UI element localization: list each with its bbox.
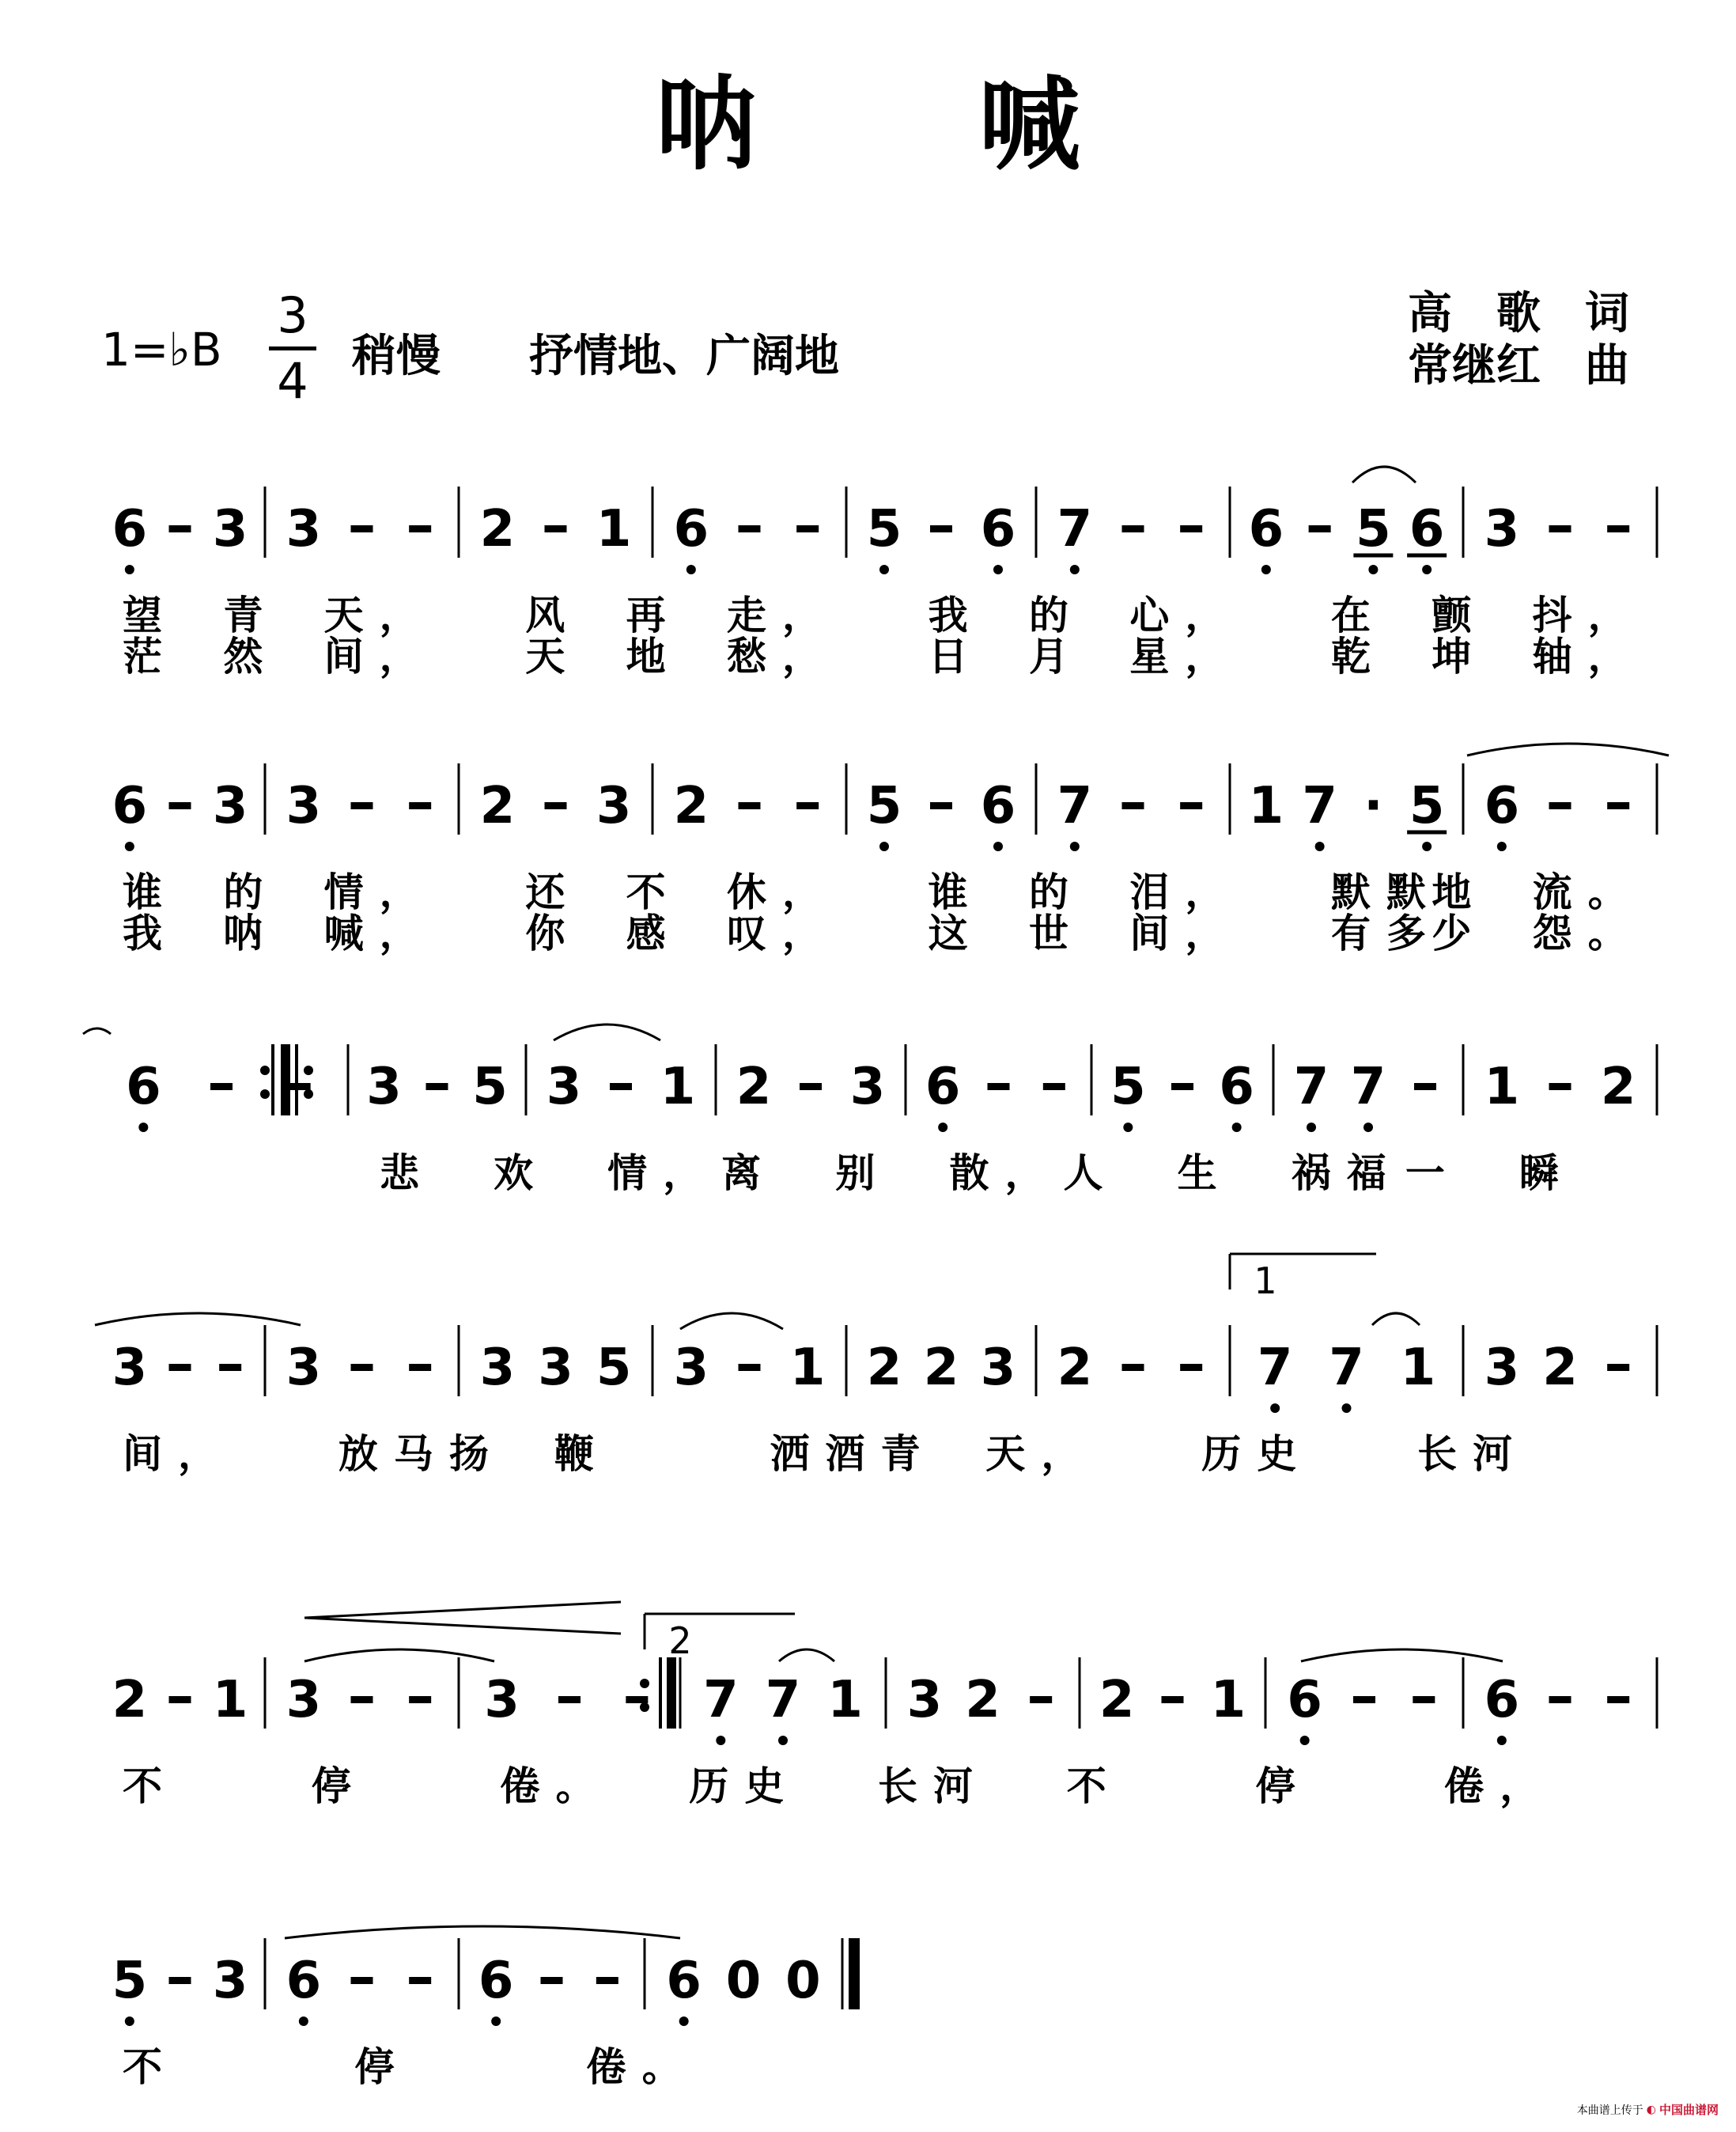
dash-sustain xyxy=(1122,1364,1144,1371)
lyric-syllable: 颤 xyxy=(1432,592,1488,638)
dash-sustain xyxy=(930,802,952,809)
lyric-syllable: 的 xyxy=(223,869,279,915)
dash-sustain xyxy=(409,525,431,532)
lyric-syllable: 泪， xyxy=(1129,869,1241,915)
note-3: 3 xyxy=(286,1339,322,1397)
lyric-syllable: 星， xyxy=(1129,633,1241,680)
slur xyxy=(680,1313,783,1329)
dash-sustain xyxy=(409,1364,431,1371)
dash-sustain xyxy=(1030,1696,1052,1703)
lyric-syllable: 走， xyxy=(727,592,838,638)
tempo-marking: 稍慢 抒情地、广阔地 xyxy=(352,330,839,382)
footer-watermark xyxy=(1577,2101,1719,2118)
lower-octave-dot xyxy=(993,842,1003,851)
note-1: 1 xyxy=(660,1058,696,1116)
note-7: 7 xyxy=(1329,1339,1364,1397)
note-2: 2 xyxy=(866,1339,902,1397)
note-6: 6 xyxy=(1219,1058,1254,1116)
lyric-syllable: 倦。 xyxy=(500,1763,611,1809)
note-2: 2 xyxy=(923,1339,959,1397)
lyric-syllable: 青 xyxy=(223,592,279,638)
lyric-syllable: 谁 xyxy=(928,869,984,915)
dash-sustain xyxy=(409,1696,431,1703)
dash-sustain xyxy=(545,802,567,809)
lower-octave-dot xyxy=(938,1123,947,1132)
dash-sustain xyxy=(169,525,191,532)
note-6: 6 xyxy=(925,1058,961,1116)
note-0: 0 xyxy=(785,1952,821,2010)
note-7: 7 xyxy=(703,1671,739,1729)
note-3: 3 xyxy=(484,1671,520,1729)
lower-octave-dot xyxy=(1261,565,1271,574)
footer-site: 中国曲谱网 xyxy=(1658,2103,1719,2117)
lyric-syllable: 停 xyxy=(311,1763,367,1809)
hairpin-line xyxy=(304,1602,621,1618)
dash-sustain xyxy=(558,1696,581,1703)
note-3: 3 xyxy=(212,1952,248,2010)
key-signature: 1=♭B xyxy=(101,323,222,377)
lyric-syllable: 欢 xyxy=(494,1149,550,1196)
note-2: 2 xyxy=(1600,1058,1636,1116)
lyric-syllable: 长河 xyxy=(1417,1430,1529,1477)
lower-octave-dot xyxy=(686,565,696,574)
dash-sustain xyxy=(1122,802,1144,809)
note-5: 5 xyxy=(1356,500,1391,559)
dash-sustain xyxy=(1162,1696,1184,1703)
lyric-syllable: 你 xyxy=(525,910,581,956)
lyric-syllable: 情， xyxy=(323,869,435,915)
lyric-syllable: 历史 xyxy=(1201,1430,1313,1477)
lyric-syllable: 茫 xyxy=(123,633,178,680)
dash-sustain xyxy=(988,1083,1010,1090)
lyric-syllable: 情， xyxy=(607,1149,719,1196)
note-1: 1 xyxy=(1400,1339,1436,1397)
dash-sustain xyxy=(1549,525,1571,532)
note-6: 6 xyxy=(980,500,1016,559)
lyric-syllable: 休， xyxy=(727,869,838,915)
repeat-dot xyxy=(260,1089,270,1099)
lyric-syllable: 再 xyxy=(626,592,682,638)
note-1: 1 xyxy=(1484,1058,1520,1116)
dash-sustain xyxy=(626,1696,648,1703)
lyric-syllable: 抖， xyxy=(1532,592,1643,638)
note-1: 1 xyxy=(1210,1671,1246,1729)
dash-sustain xyxy=(1122,525,1144,532)
dash-sustain xyxy=(1607,1696,1629,1703)
dash-sustain xyxy=(1413,1696,1435,1703)
lyric-syllable: 放马扬 xyxy=(338,1430,505,1477)
lyric-syllable: 有多 xyxy=(1331,910,1442,956)
note-6: 6 xyxy=(112,777,148,835)
note-3: 3 xyxy=(1484,1339,1520,1397)
note-6: 6 xyxy=(666,1952,702,2010)
note-1: 1 xyxy=(212,1671,248,1729)
dash-sustain xyxy=(1180,1364,1202,1371)
note-6: 6 xyxy=(673,500,709,559)
note-2: 2 xyxy=(1542,1339,1578,1397)
note-6: 6 xyxy=(1409,500,1445,559)
lower-octave-dot xyxy=(879,565,889,574)
dash-sustain xyxy=(1607,802,1629,809)
note-3: 3 xyxy=(479,1339,516,1397)
slur xyxy=(1372,1313,1420,1325)
tie xyxy=(1301,1649,1503,1661)
lyric-syllable: 长河 xyxy=(878,1763,989,1809)
note-3: 3 xyxy=(673,1339,709,1397)
note-7: 7 xyxy=(1293,1058,1329,1116)
lower-octave-dot xyxy=(491,2017,501,2026)
repeat-barline-thick xyxy=(667,1657,676,1729)
lyric-syllable: 这 xyxy=(928,910,984,956)
note-0: 0 xyxy=(725,1952,762,2010)
dash-sustain xyxy=(1180,525,1202,532)
dash-sustain xyxy=(796,525,819,532)
lyric-syllable: 呐 xyxy=(223,910,279,956)
lyric-syllable: 鞭 xyxy=(554,1430,610,1477)
lyric-syllable: 喊， xyxy=(323,910,435,956)
lyric-syllable: 世 xyxy=(1029,910,1084,956)
lower-octave-dot xyxy=(993,565,1003,574)
lyric-syllable: 天 xyxy=(525,633,581,680)
dash-sustain xyxy=(1607,1364,1629,1371)
lyric-syllable: 地 xyxy=(626,633,682,680)
note-3: 3 xyxy=(546,1058,582,1116)
lyric-syllable: 望 xyxy=(123,592,178,638)
note-2: 2 xyxy=(479,500,516,559)
slur xyxy=(1352,467,1416,483)
dash-sustain xyxy=(169,1977,191,1984)
repeat-barline-thick xyxy=(281,1044,290,1115)
footer-text: 本曲谱上传于 xyxy=(1576,2104,1643,2117)
note-3: 3 xyxy=(596,777,632,835)
lyric-syllable: 月 xyxy=(1029,633,1084,680)
lyric-syllable: 默默 xyxy=(1331,869,1442,915)
lyric-syllable: 倦。 xyxy=(586,2043,698,2090)
note-1: 1 xyxy=(1248,777,1284,835)
note-5: 5 xyxy=(866,777,902,835)
lower-octave-dot xyxy=(138,1123,148,1132)
lyric-syllable: 不 xyxy=(123,1763,178,1809)
note-6: 6 xyxy=(126,1058,161,1116)
dash-sustain xyxy=(796,802,819,809)
hairpin-line xyxy=(304,1618,621,1634)
note-5: 5 xyxy=(866,500,902,559)
dot-extension: · xyxy=(1363,777,1383,835)
lyric-syllable: 轴， xyxy=(1532,633,1643,680)
lyric-syllable: 乾 xyxy=(1331,633,1386,680)
note-6: 6 xyxy=(286,1952,322,2010)
dash-sustain xyxy=(739,1364,761,1371)
volta-number: 1 xyxy=(1254,1259,1277,1302)
note-5: 5 xyxy=(596,1339,632,1397)
note-3: 3 xyxy=(1484,500,1520,559)
lyric-syllable: 还 xyxy=(525,869,581,915)
lyric-syllable: 我 xyxy=(928,592,984,638)
note-2: 2 xyxy=(673,777,709,835)
lyric-syllable: 然 xyxy=(223,633,279,680)
lyric-syllable: 坤 xyxy=(1432,633,1488,680)
note-6: 6 xyxy=(980,777,1016,835)
lyric-syllable: 间， xyxy=(1129,910,1241,956)
note-5: 5 xyxy=(112,1952,148,2010)
note-3: 3 xyxy=(538,1339,573,1397)
note-6: 6 xyxy=(1287,1671,1322,1729)
dash-sustain xyxy=(930,525,952,532)
lyric-syllable: 谁 xyxy=(123,869,178,915)
note-6: 6 xyxy=(478,1952,514,2010)
lower-octave-dot xyxy=(716,1736,725,1745)
note-3: 3 xyxy=(906,1671,943,1729)
lyric-syllable: 怨。 xyxy=(1532,910,1643,956)
dash-sustain xyxy=(1549,802,1571,809)
lower-octave-dot xyxy=(1070,565,1080,574)
note-3: 3 xyxy=(212,777,248,835)
dash-sustain xyxy=(1549,1696,1571,1703)
dash-sustain xyxy=(1353,1696,1375,1703)
dash-sustain xyxy=(1309,525,1331,532)
note-1: 1 xyxy=(789,1339,826,1397)
note-2: 2 xyxy=(1099,1671,1135,1729)
dash-sustain xyxy=(739,525,761,532)
slur xyxy=(554,1024,660,1040)
note-5: 5 xyxy=(1110,1058,1146,1116)
lower-octave-dot xyxy=(1342,1403,1352,1413)
repeat-dot xyxy=(304,1066,313,1075)
slur xyxy=(779,1649,834,1661)
note-3: 3 xyxy=(286,1671,322,1729)
lyric-syllable: 离 xyxy=(721,1149,777,1196)
lyric-syllable: 历史 xyxy=(689,1763,800,1809)
lower-octave-dot xyxy=(1307,1123,1316,1132)
lower-octave-dot xyxy=(778,1736,788,1745)
dash-sustain xyxy=(610,1083,632,1090)
lyric-syllable: 洒酒青 xyxy=(770,1430,936,1477)
note-7: 7 xyxy=(1350,1058,1386,1116)
dash-sustain xyxy=(351,1696,373,1703)
lower-octave-dot xyxy=(1315,842,1325,851)
dash-sustain xyxy=(426,1083,448,1090)
lyric-syllable: 的 xyxy=(1029,869,1084,915)
lower-octave-dot xyxy=(125,842,134,851)
dash-sustain xyxy=(541,1977,563,1984)
note-3: 3 xyxy=(112,1339,148,1397)
lyric-syllable: 流。 xyxy=(1532,869,1643,915)
lyric-syllable: 心， xyxy=(1129,592,1241,638)
lower-octave-dot xyxy=(125,2017,134,2026)
lower-octave-dot xyxy=(1363,1123,1373,1132)
tie xyxy=(285,1926,680,1938)
lyric-syllable: 不 xyxy=(123,2043,178,2090)
lyric-syllable: 倦， xyxy=(1444,1763,1556,1809)
note-7: 7 xyxy=(1057,500,1093,559)
dash-sustain xyxy=(351,1364,373,1371)
title-char-1: 呐 xyxy=(656,66,868,184)
lower-octave-dot xyxy=(1123,1123,1133,1132)
note-3: 3 xyxy=(980,1339,1016,1397)
lyric-syllable: 不 xyxy=(626,869,682,915)
note-2: 2 xyxy=(479,777,516,835)
dash-sustain xyxy=(1171,1083,1193,1090)
lower-octave-dot xyxy=(1270,1403,1280,1413)
lower-octave-dot xyxy=(1422,565,1432,574)
note-2: 2 xyxy=(736,1058,772,1116)
note-6: 6 xyxy=(1248,500,1284,559)
dash-sustain xyxy=(351,525,373,532)
note-7: 7 xyxy=(1302,777,1337,835)
lower-octave-dot xyxy=(125,565,134,574)
lyric-syllable: 生 xyxy=(1177,1149,1233,1196)
lower-octave-dot xyxy=(1497,1736,1507,1745)
lyric-syllable: 的 xyxy=(1029,592,1084,638)
note-2: 2 xyxy=(1057,1339,1093,1397)
repeat-dot xyxy=(304,1089,313,1099)
dash-sustain xyxy=(289,1083,311,1090)
note-3: 3 xyxy=(212,500,248,559)
lyric-syllable: 叹， xyxy=(727,910,838,956)
final-barline-thick xyxy=(849,1938,860,2009)
note-3: 3 xyxy=(286,777,322,835)
lyric-syllable: 天， xyxy=(323,592,435,638)
site-logo-icon: ◐ xyxy=(1646,2103,1656,2116)
lyric-syllable: 一 xyxy=(1405,1149,1461,1196)
title-char-2: 喊 xyxy=(978,66,1191,184)
note-6: 6 xyxy=(112,500,148,559)
lyric-syllable: 别 xyxy=(835,1149,891,1196)
repeat-dot xyxy=(640,1702,649,1712)
lyric-syllable: 在 xyxy=(1331,592,1386,638)
lyric-syllable: 瞬 xyxy=(1519,1149,1575,1196)
repeat-dot xyxy=(640,1679,649,1688)
lower-octave-dot xyxy=(879,842,889,851)
dash-sustain xyxy=(800,1083,822,1090)
repeat-dot xyxy=(260,1066,270,1075)
lyric-syllable: 日 xyxy=(928,633,984,680)
lyric-syllable: 间， xyxy=(123,1430,233,1477)
lyricist-credit: 高 歌 词 xyxy=(1408,287,1629,339)
dash-sustain xyxy=(351,802,373,809)
lyric-syllable: 感 xyxy=(626,910,682,956)
dash-sustain xyxy=(545,525,567,532)
note-6: 6 xyxy=(1484,1671,1520,1729)
note-2: 2 xyxy=(112,1671,148,1729)
lyric-syllable: 间， xyxy=(323,633,435,680)
lyric-syllable: 人 xyxy=(1063,1149,1119,1196)
lyric-syllable: 少 xyxy=(1432,910,1488,956)
dash-sustain xyxy=(1043,1083,1065,1090)
lyric-syllable: 地 xyxy=(1432,869,1488,915)
lyric-syllable: 停 xyxy=(1255,1763,1311,1809)
note-3: 3 xyxy=(849,1058,886,1116)
dash-sustain xyxy=(169,1696,191,1703)
lyric-syllable: 我 xyxy=(123,910,178,956)
note-3: 3 xyxy=(286,500,322,559)
note-6: 6 xyxy=(1484,777,1520,835)
note-1: 1 xyxy=(596,500,632,559)
tie xyxy=(304,1649,494,1661)
lower-octave-dot xyxy=(299,2017,308,2026)
lyric-syllable: 散， xyxy=(949,1149,1061,1196)
lower-octave-dot xyxy=(1232,1123,1242,1132)
dash-sustain xyxy=(210,1083,233,1090)
time-signature-top: 3 xyxy=(277,286,308,344)
volta-number: 2 xyxy=(668,1619,692,1662)
dash-sustain xyxy=(596,1977,618,1984)
dash-sustain xyxy=(169,802,191,809)
dash-sustain xyxy=(219,1364,241,1371)
dash-sustain xyxy=(409,802,431,809)
time-signature-bottom: 4 xyxy=(277,352,308,410)
dash-sustain xyxy=(1549,1083,1571,1090)
composer-credit: 常继红 曲 xyxy=(1408,339,1629,392)
lyric-syllable: 愁， xyxy=(727,633,838,680)
lower-octave-dot xyxy=(1422,842,1432,851)
lower-octave-dot xyxy=(1368,565,1378,574)
dash-sustain xyxy=(739,802,761,809)
tie xyxy=(83,1028,111,1034)
dash-sustain xyxy=(409,1977,431,1984)
note-5: 5 xyxy=(472,1058,508,1116)
lower-octave-dot xyxy=(1497,842,1507,851)
note-2: 2 xyxy=(965,1671,1000,1729)
lyric-syllable: 祸福 xyxy=(1291,1149,1402,1196)
dash-sustain xyxy=(1180,802,1202,809)
lyric-syllable: 风 xyxy=(525,592,581,638)
lyric-syllable: 悲 xyxy=(380,1149,435,1196)
dash-sustain xyxy=(1414,1083,1436,1090)
lyric-syllable: 不 xyxy=(1066,1763,1122,1809)
lower-octave-dot xyxy=(1300,1736,1310,1745)
note-7: 7 xyxy=(1257,1339,1293,1397)
tie xyxy=(95,1313,301,1325)
dash-sustain xyxy=(169,1364,191,1371)
lyric-syllable: 停 xyxy=(354,2043,410,2090)
lower-octave-dot xyxy=(679,2017,689,2026)
note-7: 7 xyxy=(1057,777,1093,835)
lower-octave-dot xyxy=(1070,842,1080,851)
note-3: 3 xyxy=(366,1058,402,1116)
note-5: 5 xyxy=(1409,777,1445,835)
dash-sustain xyxy=(1607,525,1629,532)
tie xyxy=(1467,744,1669,755)
note-1: 1 xyxy=(827,1671,863,1729)
note-7: 7 xyxy=(765,1671,801,1729)
lyric-syllable: 天， xyxy=(985,1430,1097,1477)
dash-sustain xyxy=(351,1977,373,1984)
